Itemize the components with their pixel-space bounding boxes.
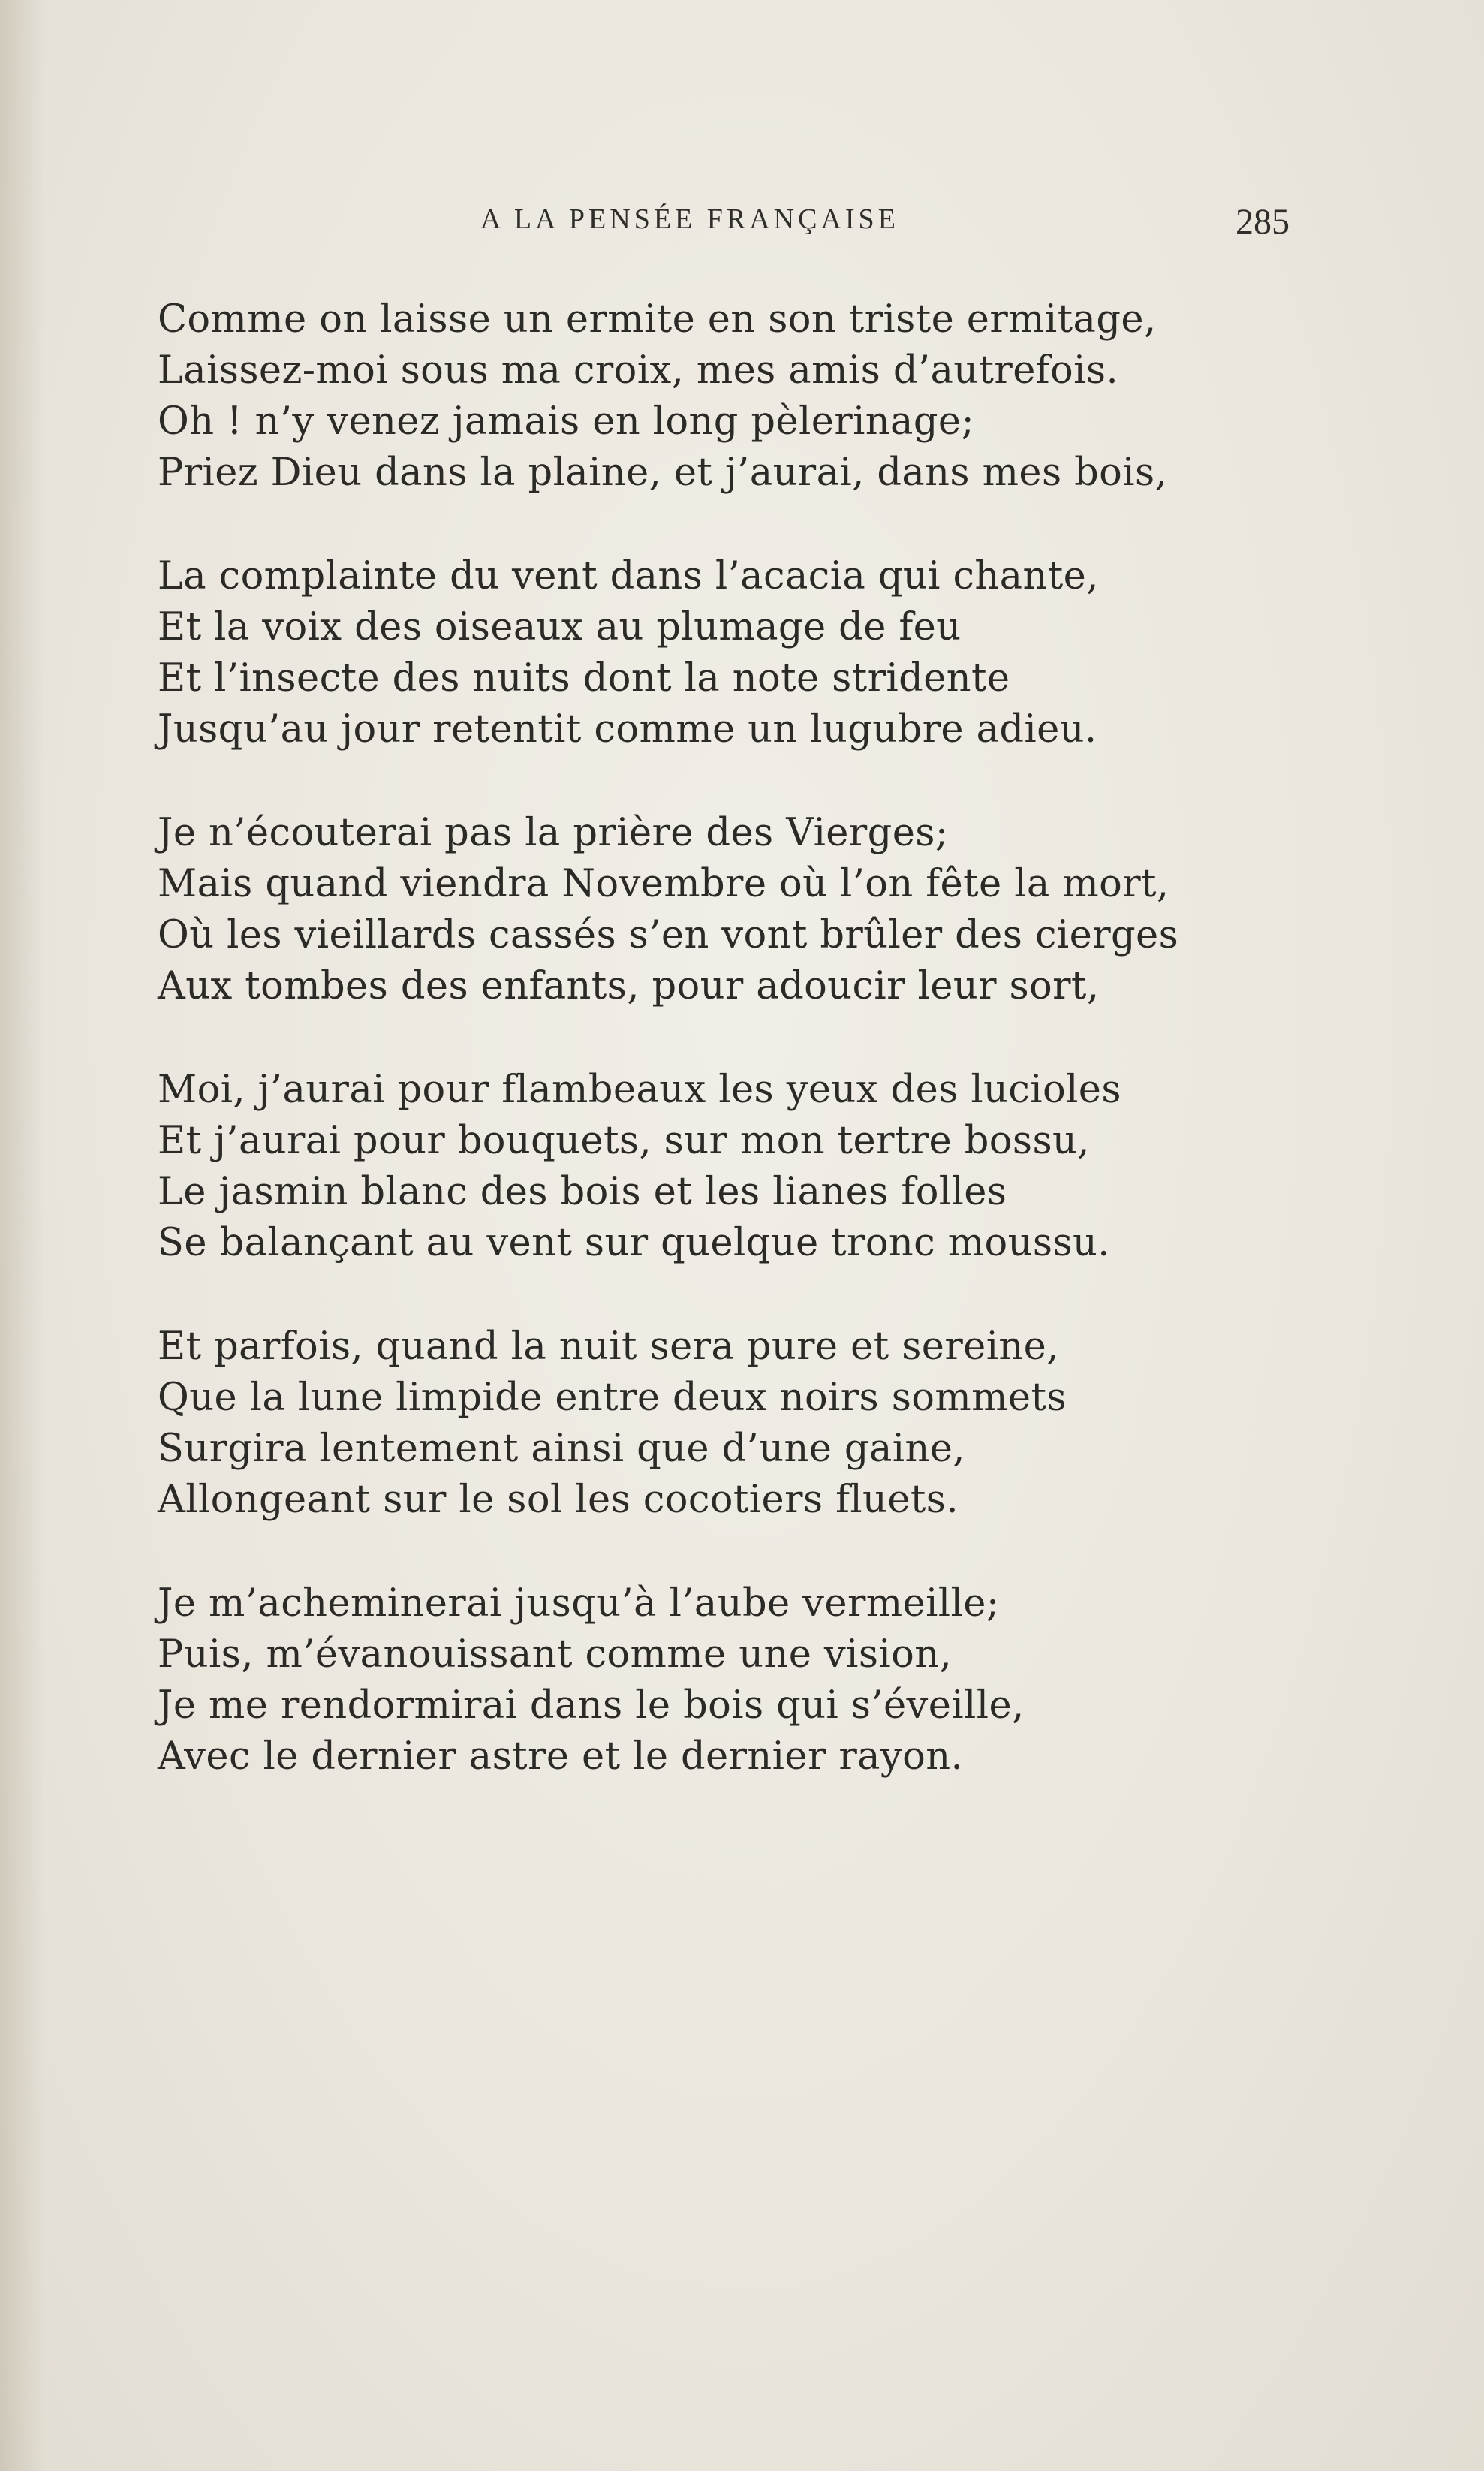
verse-line: Se balançant au vent sur quelque tronc moussu. [158,1221,1110,1265]
stanza-2 [158,551,1344,755]
stanza-6 [158,1578,1344,1782]
stanza-3 [158,808,1344,1012]
verse-line: Que la lune limpide entre deux noirs sommets [158,1376,1067,1420]
stanza-4 [158,1065,1344,1269]
verse-line: Avec le dernier astre et le dernier rayon. [158,1734,964,1779]
verse-line: Surgira lentement ainsi que d’une gaine, [158,1427,965,1471]
verse-line: Et l’insecte des nuits dont la note stridente [158,656,1010,701]
verse-line: Mais quand viendra Novembre où l’on fête la mort, [158,862,1169,906]
verse-line: Le jasmin blanc des bois et les lianes folles [158,1170,1007,1214]
verse-line: Moi, j’aurai pour flambeaux les yeux des lucioles [158,1068,1121,1112]
poem [158,294,1344,1835]
verse-line: La complainte du vent dans l’acacia qui chante, [158,554,1099,598]
stanza-5 [158,1321,1344,1526]
verse-line: Où les vieillards cassés s’en vont brûler des cierges [158,913,1179,957]
verse-line: Oh ! n’y venez jamais en long pèlerinage; [158,399,975,444]
stanza-1 [158,294,1344,499]
verse-line: Jusqu’au jour retentit comme un lugubre adieu. [158,707,1097,752]
verse-line: Puis, m’évanouissant comme une vision, [158,1632,953,1677]
verse-line: Comme on laisse un ermite en son triste ermitage, [158,297,1157,342]
verse-line: Je me rendormirai dans le bois qui s’éveille, [158,1683,1025,1728]
verse-line: Et parfois, quand la nuit sera pure et sereine, [158,1324,1059,1369]
verse-line: Je m’acheminerai jusqu’à l’aube vermeille; [158,1581,1000,1626]
verse-line: Aux tombes des enfants, pour adoucir leur sort, [158,964,1100,1008]
verse-line: Je n’écouterai pas la prière des Vierges; [158,811,949,855]
verse-line: Laissez-moi sous ma croix, mes amis d’autrefois. [158,348,1119,393]
verse-line: Et la voix des oiseaux au plumage de feu [158,605,962,649]
page-edge-shadow [0,0,45,2471]
running-title: A LA PENSÉE FRANÇAISE [480,203,899,235]
verse-line: Allongeant sur le sol les cocotiers fluets. [158,1478,959,1522]
page-number: 285 [1236,202,1290,242]
verse-line: Priez Dieu dans la plaine, et j’aurai, dans mes bois, [158,451,1168,495]
verse-line: Et j’aurai pour bouquets, sur mon tertre bossu, [158,1119,1090,1163]
